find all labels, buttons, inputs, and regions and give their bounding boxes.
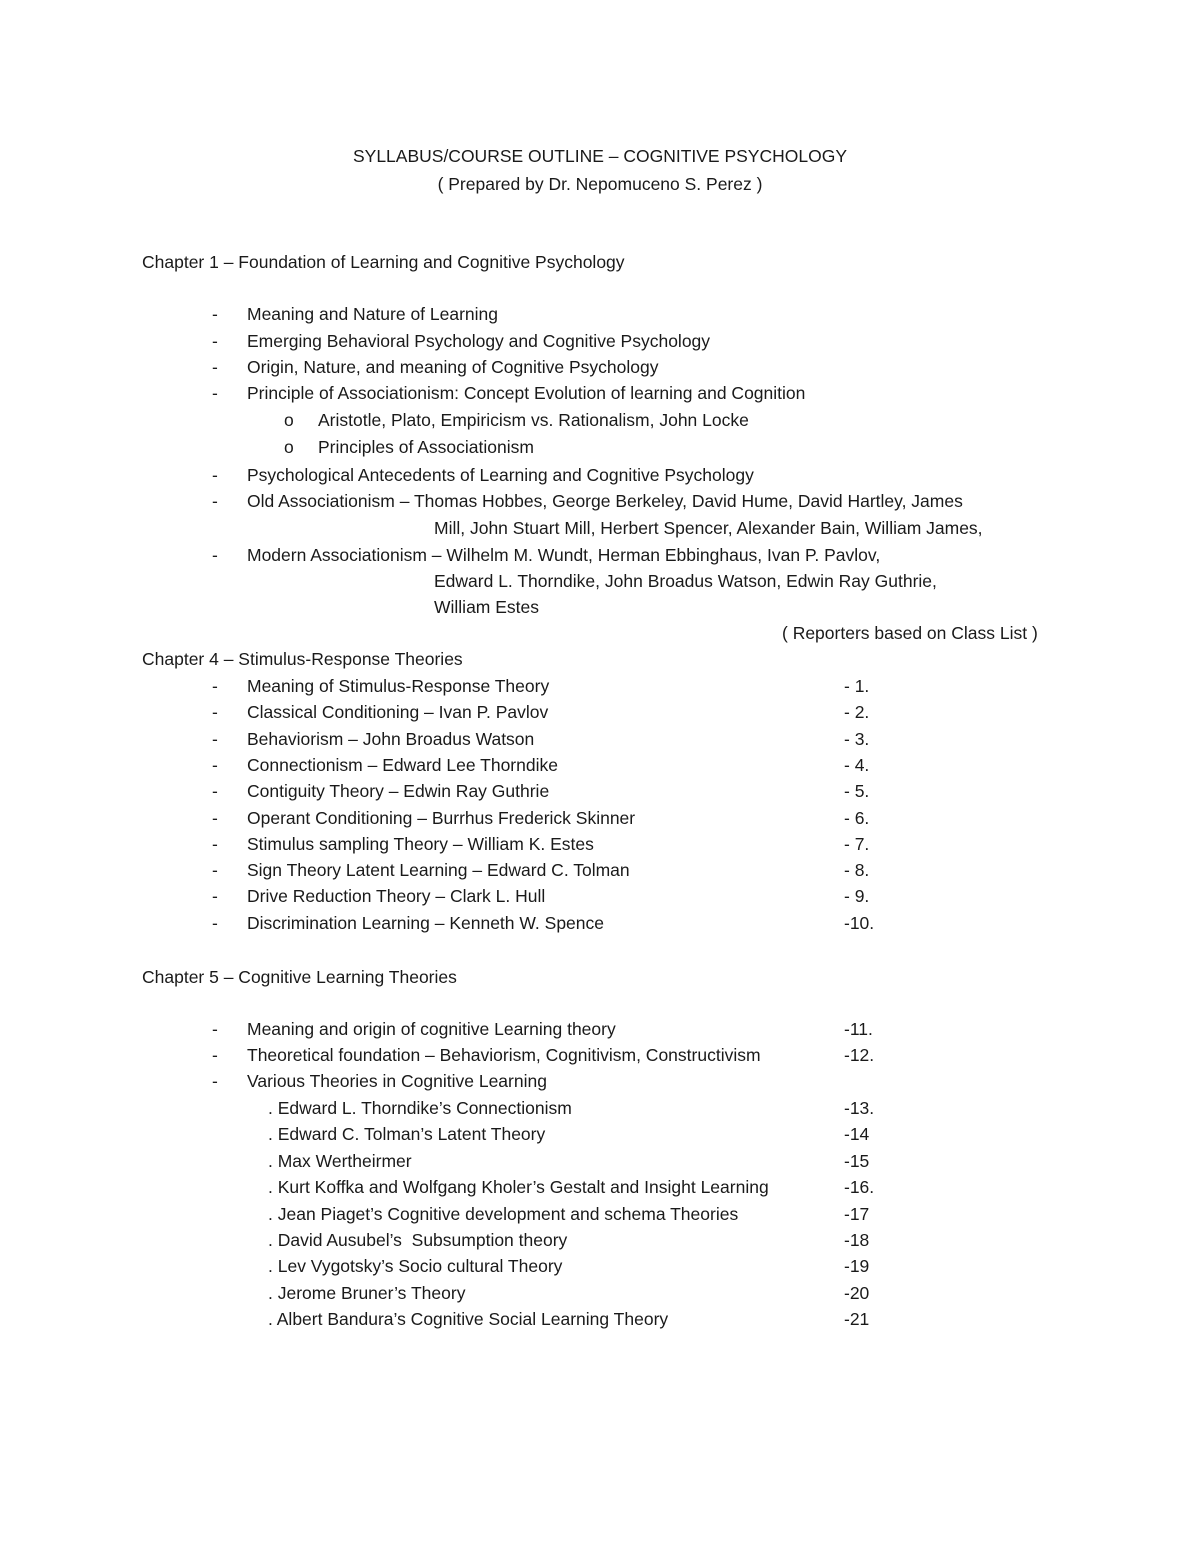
list-item-text: Principle of Associationism: Concept Evolution of learning and Cognition: [247, 383, 806, 403]
reporter-number: - 1.: [844, 676, 870, 696]
list-item-continuation: Mill, John Stuart Mill, Herbert Spencer, Alexander Bain, William James,: [434, 518, 983, 538]
sub-list-item-text: Principles of Associationism: [318, 437, 534, 457]
dash-marker: -: [212, 754, 218, 775]
list-item-text: Modern Associationism – Wilhelm M. Wundt, Herman Ebbinghaus, Ivan P. Pavlov,: [247, 545, 881, 565]
list-item-text: Emerging Behavioral Psychology and Cognitive Psychology: [247, 331, 711, 351]
list-item-text: Stimulus sampling Theory – William K. Estes: [247, 833, 594, 854]
list-item-text: Origin, Nature, and meaning of Cognitive Psychology: [247, 357, 659, 377]
reporter-number: -10.: [844, 912, 875, 933]
dash-marker: -: [212, 1045, 218, 1066]
dash-marker: -: [212, 676, 218, 696]
reporter-number: - 7.: [844, 833, 870, 854]
reporter-number: -20: [844, 1282, 870, 1303]
dash-marker: -: [212, 383, 218, 403]
sub-list-item-text: Aristotle, Plato, Empiricism vs. Rationalism, John Locke: [318, 410, 749, 430]
reporter-number: -11.: [844, 1019, 873, 1039]
list-item-text: Contiguity Theory – Edwin Ray Guthrie: [247, 781, 550, 802]
dash-marker: -: [212, 807, 218, 828]
reporter-number: -13.: [844, 1098, 875, 1118]
chapter1-heading: Chapter 1 – Foundation of Learning and Cognitive Psychology: [142, 252, 625, 272]
reporter-number: - 2.: [844, 702, 870, 723]
list-item-text: Theoretical foundation – Behaviorism, Cognitivism, Constructivism: [247, 1045, 761, 1066]
list-item-text: . Albert Bandura’s Cognitive Social Learning Theory: [268, 1309, 669, 1330]
dash-marker: -: [212, 886, 218, 907]
reporter-number: - 4.: [844, 754, 870, 775]
list-item-text: Meaning and origin of cognitive Learning theory: [247, 1019, 616, 1039]
dash-marker: -: [212, 860, 218, 881]
dash-marker: -: [212, 331, 218, 351]
reporter-number: - 9.: [844, 886, 870, 907]
list-item-text: . Jerome Bruner’s Theory: [268, 1282, 466, 1303]
dash-marker: -: [212, 833, 218, 854]
reporter-number: -14: [844, 1124, 870, 1145]
reporter-number: -21: [844, 1309, 870, 1330]
list-item-text: Meaning and Nature of Learning: [247, 304, 499, 324]
list-item-text: . David Ausubel’s Subsumption theory: [268, 1230, 568, 1250]
dash-marker: -: [212, 465, 218, 485]
reporter-number: -16.: [844, 1177, 875, 1198]
reporter-number: -19: [844, 1256, 870, 1277]
reporter-number: - 5.: [844, 781, 870, 802]
list-item-text: Meaning of Stimulus-Response Theory: [247, 676, 550, 696]
bullet-marker: o: [284, 437, 294, 457]
reporter-number: -15: [844, 1150, 870, 1171]
reporter-number: - 6.: [844, 807, 870, 828]
list-item-text: Operant Conditioning – Burrhus Frederick Skinner: [247, 807, 636, 828]
list-item-text: . Edward C. Tolman’s Latent Theory: [268, 1124, 546, 1145]
list-item-text: Various Theories in Cognitive Learning: [247, 1071, 547, 1092]
dash-marker: -: [212, 702, 218, 723]
dash-marker: -: [212, 1071, 218, 1092]
dash-marker: -: [212, 1019, 218, 1039]
reporter-number: - 3.: [844, 728, 870, 749]
reporter-number: -12.: [844, 1045, 875, 1066]
bullet-marker: o: [284, 410, 294, 430]
dash-marker: -: [212, 491, 218, 511]
list-item-text: . Jean Piaget’s Cognitive development and schema Theories: [268, 1203, 739, 1224]
list-item-continuation: Edward L. Thorndike, John Broadus Watson, Edwin Ray Guthrie,: [434, 571, 937, 591]
list-item-text: . Edward L. Thorndike’s Connectionism: [268, 1098, 572, 1118]
list-item-text: Old Associationism – Thomas Hobbes, George Berkeley, David Hume, David Hartley, James: [247, 491, 963, 511]
dash-marker: -: [212, 912, 218, 933]
dash-marker: -: [212, 728, 218, 749]
list-item-text: Classical Conditioning – Ivan P. Pavlov: [247, 702, 549, 723]
document-subtitle: ( Prepared by Dr. Nepomuceno S. Perez ): [437, 174, 763, 194]
list-item-text: . Max Wertheirmer: [268, 1150, 412, 1171]
reporter-number: -18: [844, 1230, 870, 1250]
dash-marker: -: [212, 357, 218, 377]
reporter-number: - 8.: [844, 860, 870, 881]
list-item-text: Drive Reduction Theory – Clark L. Hull: [247, 886, 546, 907]
list-item-text: Discrimination Learning – Kenneth W. Spence: [247, 912, 605, 933]
dash-marker: -: [212, 304, 218, 324]
list-item-text: Sign Theory Latent Learning – Edward C. Tolman: [247, 860, 630, 881]
dash-marker: -: [212, 781, 218, 802]
list-item-text: . Kurt Koffka and Wolfgang Kholer’s Gestalt and Insight Learning: [268, 1177, 769, 1198]
reporters-note: ( Reporters based on Class List ): [782, 623, 1038, 643]
chapter5-heading: Chapter 5 – Cognitive Learning Theories: [142, 967, 457, 987]
list-item-text: Behaviorism – John Broadus Watson: [247, 728, 535, 749]
chapter4-heading: Chapter 4 – Stimulus-Response Theories: [142, 649, 463, 669]
reporter-number: -17: [844, 1203, 870, 1224]
list-item-text: Connectionism – Edward Lee Thorndike: [247, 754, 558, 775]
list-item-continuation: William Estes: [434, 597, 540, 617]
dash-marker: -: [212, 545, 218, 565]
list-item-text: . Lev Vygotsky’s Socio cultural Theory: [268, 1256, 563, 1277]
document-title: SYLLABUS/COURSE OUTLINE – COGNITIVE PSYCHOLOGY: [352, 146, 848, 166]
list-item-text: Psychological Antecedents of Learning and Cognitive Psychology: [247, 465, 754, 485]
